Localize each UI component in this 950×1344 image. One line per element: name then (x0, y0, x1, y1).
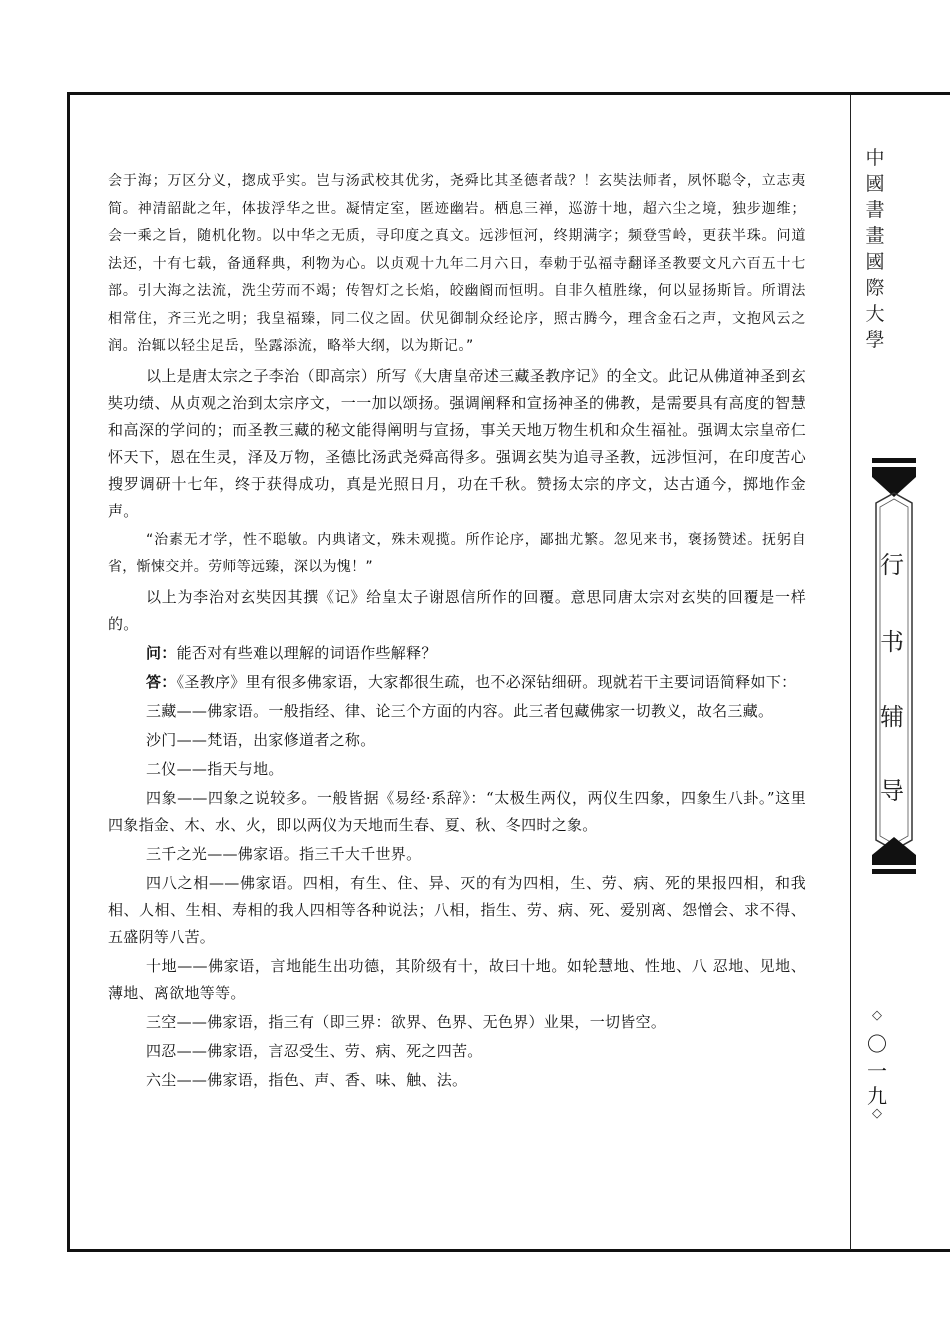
cartouche-ornament (866, 455, 926, 885)
page-marker-top: ◇ (872, 1008, 882, 1023)
term-entry: 四象——四象之说较多。一般皆据《易经·系辞》：“太极生两仪，两仪生四象，四象生八卦。”这里四象指金、木、水、火，即以两仪为天地而生春、夏、秋、冬四时之象。 (108, 788, 806, 834)
page-marker-bottom: ◇ (872, 1106, 882, 1121)
side-title-char: 際 (865, 277, 885, 299)
page-number-digit: 一 (867, 1059, 887, 1083)
term-entry: 四八之相——佛家语。四相，有生、住、异、灭的有为四相，生、劳、病、死的果报四相，和我相、人相、生相、寿相的我人四相等各种说法；八相，指生、劳、病、死、爱别离、怨憎会、求不得、五盛阴等八苦。 (108, 873, 806, 946)
answer-paragraph (108, 669, 806, 696)
side-title-char: 學 (865, 329, 885, 351)
page-number-digit: 九 (867, 1084, 887, 1108)
term-entry: 二仪——指天与地。 (146, 759, 284, 778)
side-title-char: 國 (865, 173, 885, 195)
term-entry: 六尘——佛家语，指色、声、香、味、触、法。 (146, 1070, 468, 1089)
section-title-char: 行 (880, 551, 904, 579)
section-title-char: 书 (880, 628, 904, 656)
quote-paragraph: “治素无才学，性不聪敏。内典诸文，殊未观揽。所作论序，鄙拙尤繁。忽见来书，褒扬赞述。抚躬自省，惭悚交并。劳师等远臻，深以为愧！” (108, 531, 806, 575)
side-title-char: 畫 (865, 225, 885, 247)
answer-text: 《圣教序》里有很多佛家语，大家都很生疏，也不必深钻细研。现就若干主要词语简释如下： (176, 672, 797, 691)
page-number-digit: 〇 (867, 1032, 887, 1056)
question-paragraph (108, 640, 806, 667)
side-divider-line (850, 95, 851, 1250)
side-title-char: 大 (865, 303, 885, 325)
term-entry: 三藏——佛家语。一般指经、律、论三个方面的内容。此三者包藏佛家一切教义，故名三藏。 (146, 701, 774, 720)
section-title-char: 导 (880, 777, 904, 805)
side-title-vertical (852, 145, 898, 353)
answer-label: 答： (146, 672, 177, 691)
main-text (108, 168, 806, 1094)
term-entry: 三千之光——佛家语。指三千大千世界。 (146, 844, 422, 863)
term-entry: 四忍——佛家语，言忍受生、劳、病、死之四苦。 (146, 1041, 483, 1060)
body-paragraph: 以上为李治对玄奘因其撰《记》给皇太子谢恩信所作的回覆。意思同唐太宗对玄奘的回覆是一样的。 (108, 587, 806, 633)
quote-paragraph: 会于海；万区分义，揔成乎实。岂与汤武校其优劣，尧舜比其圣德者哉？！玄奘法师者，夙怀聪令，立志夷简。神清韶龀之年，体拔浮华之世。凝情定室，匿迹幽岩。栖息三禅，巡游十地，超六尘之境，独步迦维；会一乘之旨，随机化物。以中华之无质，寻印度之真文。远涉恒河，终期满字；频登雪岭，更获半珠。问道法还，十有七载，备通释典，利物为心。以贞观十九年二月六日，奉勅于弘福寺翻译圣教要文凡六百五十七部。引大海之法流，洗尘劳而不竭；传智灯之长焰，皎幽阍而恒明。自非久植胜缘，何以显扬斯旨。所谓法相常住，齐三光之明；我皇福臻，同二仪之固。伏见御制众经论序，照古腾今，理含金石之声，文抱风云之润。治辄以轻尘足岳，坠露添流，略举大纲，以为斯记。” (108, 173, 806, 354)
side-title-char: 書 (865, 199, 885, 221)
side-title-char: 國 (865, 251, 885, 273)
side-title-char: 中 (865, 147, 885, 169)
section-title-char: 辅 (880, 703, 904, 731)
question-label: 问： (146, 643, 177, 662)
question-text: 能否对有些难以理解的词语作些解释？ (176, 643, 437, 662)
term-entry: 三空——佛家语，指三有（即三界：欲界、色界、无色界）业果，一切皆空。 (146, 1012, 667, 1031)
term-entry: 沙门——梵语，出家修道者之称。 (146, 730, 376, 749)
body-paragraph: 以上是唐太宗之子李治（即高宗）所写《大唐皇帝述三藏圣教序记》的全文。此记从佛道神圣到玄奘功绩、从贞观之治到太宗序文，一一加以颂扬。强调阐释和宣扬神圣的佛教，是需要具有高度的智慧和高深的学问的；而圣教三藏的秘文能得阐明与宣扬，事关天地万物生机和众生福祉。强调太宗皇帝仁怀天下，恩在生灵，泽及万物，圣德比汤武尧舜高得多。强调玄奘为追寻圣教，远涉恒河，在印度苦心搜罗调研十七年，终于获得成功，真是光照日月，功在千秋。赞扬太宗的序文，达古通今，掷地作金声。 (108, 366, 806, 520)
term-entry: 十地——佛家语，言地能生出功德，其阶级有十，故曰十地。如轮慧地、性地、八 忍地、见地、薄地、离欲地等等。 (108, 956, 806, 1002)
